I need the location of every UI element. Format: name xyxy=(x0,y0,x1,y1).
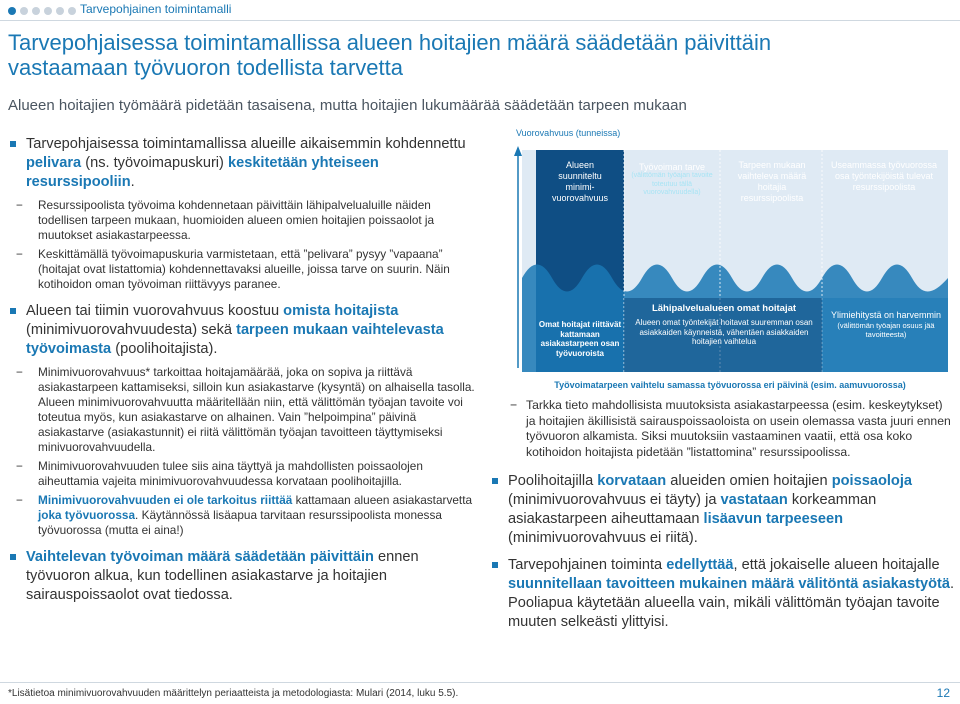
progress-dot[interactable] xyxy=(56,7,64,15)
section-label: Tarvepohjainen toimintamalli xyxy=(80,2,232,16)
progress-dot[interactable] xyxy=(20,7,28,15)
text: Tarkka tieto mahdollisista muutoksista asiakastarpeessa (esim. keskeytykset) ja hoitajien äkillisistä sairauspoissaoloista on usein olemassa vasta juuri ennen työvuoron alkamista. Siksi muutoksiin vastaaminen vaatii, että osa koko kotihoidon hoitajista pidetään ”listattomina” resurssipoolissa. xyxy=(526,398,951,459)
page-subtitle: Alueen hoitajien työmäärä pidetään tasaisena, mutta hoitajien lukumäärää säädetään tarpeen mukaan xyxy=(8,97,687,114)
text: Tarvepohjainen toiminta xyxy=(508,557,667,573)
label-overstaffing-sub: (välittömän työajan osuus jää tavoitteesta) xyxy=(837,321,935,339)
text: kattamaan alueen asiakastarvetta xyxy=(292,493,473,507)
progress-dot[interactable] xyxy=(68,7,76,15)
text-emphasis: tarpeen mukaan vaihtelevasta työvoimasta xyxy=(26,322,444,357)
sub-bullet-absences xyxy=(8,459,480,489)
text: alueiden omien hoitajien xyxy=(666,473,832,489)
box-pool-share: Useammassa työvuorossa osa työntekijöistä tulevat resurssipoolista xyxy=(830,160,938,192)
text: Minimivuorovahvuuden tulee siis aina täyttyä ja mahdollisten poissaolojen aiheuttamia vajeita minimivuorovahvuudessa korvataan poolihoitajilla. xyxy=(38,459,423,488)
text-emphasis: suunnitellaan tavoitteen mukainen määrä välitöntä asiakastyötä xyxy=(508,576,951,592)
title-line-1: Tarvepohjaisessa toimintamallissa alueen hoitajien määrä säädetään päivittäin xyxy=(8,30,772,55)
bullet-pool-staff xyxy=(490,472,955,548)
text-emphasis: lisäavun tarpeeseen xyxy=(703,511,844,527)
box-workforce-need-sub: (välittömän työajan tavoite toteutuu tällä vuorovahvuudella) xyxy=(631,172,713,196)
dash-marker: − xyxy=(510,398,518,412)
bullet-resource-pool xyxy=(8,135,480,192)
axis-title: Vuorovahvuus (tunneissa) xyxy=(516,128,621,138)
text-emphasis: edellyttää xyxy=(666,557,734,573)
text: . Käytännössä lisäapua tarvitaan resurssipoolista monessa työvuorossa (mutta ei aina!) xyxy=(38,508,442,537)
text: Resurssipoolista työvoima kohdennetaan päivittäin lähipalvelualuille näiden todellisen tarpeen mukaan, huomioiden alueen omien hoitajien poissaolot ja muutokset asiakastarpeessa. xyxy=(38,198,435,242)
bullet-daily-adjustment xyxy=(8,548,480,605)
bullet-shift-strength xyxy=(8,302,480,359)
text: (minimivuorovahvuus ei riitä). xyxy=(508,530,698,546)
text: korkeamman asiakastarpeen aiheuttamaan xyxy=(508,492,877,527)
right-column xyxy=(490,398,955,640)
text-emphasis: poissaoloja xyxy=(831,473,913,489)
text: Minimivuorovahvuus* tarkoittaa hoitajamäärää, joka on sopiva ja riittävä asiakastarpeen kattamiseksi, silloin kun asiakastarve (kysyntä) on alhaisella tasolla. Alueen minimivuorovahvuutta määritellään niin, että välittömän työajan tavoite voi toteutua myös, kun asiakastarve on alhainen. Vain ”helpoimpina” päivinä asiakastarve (asiakastunnit) ei riitä välittömän työajan tavoitteen täyttymiseksi minivuorovahvuudella. xyxy=(38,365,475,454)
box-minimum-staffing: Alueen suunniteltu minimi-vuorovahvuus xyxy=(551,160,609,203)
dash-marker: − xyxy=(16,247,23,261)
label-own-staff: Omat hoitajat riittävät kattamaan asiakastarpeen osan työvuoroista xyxy=(538,320,622,358)
progress-dot-active[interactable] xyxy=(8,7,16,15)
text: (minimivuorovahvuus ei täyty) ja xyxy=(508,492,721,508)
bullet-needs-based-requirement xyxy=(490,556,955,632)
text: (minimivuorovahvuudesta) sekä xyxy=(26,322,237,338)
dash-marker: − xyxy=(16,459,23,473)
sub-bullet-minimum-staffing xyxy=(8,365,480,455)
text: Tarvepohjaisessa toimintamallissa alueille aikaisemmin kohdennettu xyxy=(26,136,466,152)
box-workforce-need xyxy=(630,162,714,198)
staffing-diagram xyxy=(510,128,950,396)
box-workforce-need-title: Työvoiman tarve xyxy=(638,162,706,172)
label-local-staff-sub: Alueen omat työntekijät hoitavat suuremman osan asiakkaiden käynneistä, vähentäen asiakkaiden hoitajien vaihtelua xyxy=(635,318,813,346)
text: Alueen tai tiimin vuorovahvuus koostuu xyxy=(26,303,284,319)
text: Poolihoitajilla xyxy=(508,473,598,489)
diagram-caption: Työvoimatarpeen vaihtelu samassa työvuorossa eri päivinä (esim. aamuvuorossa) xyxy=(554,380,906,390)
y-axis-arrow-icon xyxy=(514,146,522,156)
title-line-2: vastaamaan työvuoron todellista tarvetta xyxy=(8,55,404,80)
text-emphasis: vastataan xyxy=(720,492,788,508)
sub-bullet-last-minute-info xyxy=(490,398,955,460)
text-emphasis: keskitetään yhteiseen resurssipooliin xyxy=(26,155,379,190)
text-emphasis: Vaihtelevan työvoiman määrä säädetään päivittäin xyxy=(26,549,374,565)
text: (poolihoitajista). xyxy=(111,341,218,357)
text: , että jokaiselle alueen hoitajalle xyxy=(733,557,940,573)
text: (ns. työvoimapuskuri) xyxy=(81,155,228,171)
progress-dot[interactable] xyxy=(44,7,52,15)
text-emphasis: Minimivuorovahvuuden ei ole tarkoitus riittää xyxy=(38,493,293,507)
dash-marker: − xyxy=(16,493,23,507)
top-divider xyxy=(0,20,960,21)
label-overstaffing xyxy=(830,310,942,339)
page-number: 12 xyxy=(936,686,950,700)
text: . xyxy=(130,174,135,190)
footnote: *Lisätietoa minimivuorovahvuuden määrittelyn periaatteista ja metodologiasta: Mulari (2014, luku 5.5). xyxy=(8,688,459,699)
text: . Pooliapua käytetään alueella vain, mikäli välittömän työajan tavoite muuten selkeästi ylittyisi. xyxy=(508,576,955,630)
label-overstaffing-title: Ylimiehitystä on harvemmin xyxy=(830,310,942,320)
box-pool-staff: Tarpeen mukaan vaihteleva määrä hoitajia resurssipoolista xyxy=(737,160,807,203)
label-local-staff xyxy=(634,304,814,347)
sub-bullet-allocation xyxy=(8,198,480,243)
dash-marker: − xyxy=(16,365,23,379)
progress-dot[interactable] xyxy=(32,7,40,15)
text: ennen työvuoron alkua, kun todellinen asiakastarve ja hoitajien sairauspoissaolot ovat tiedossa. xyxy=(26,549,419,603)
left-column xyxy=(8,135,480,611)
label-local-staff-title: Lähipalvelualueen omat hoitajat xyxy=(651,303,797,314)
text-emphasis: korvataan xyxy=(597,473,667,489)
text-emphasis: joka työvuorossa xyxy=(38,508,136,522)
dash-marker: − xyxy=(16,198,23,212)
text-emphasis: pelivara xyxy=(26,155,82,171)
slide-progress-dots xyxy=(8,4,76,18)
text-emphasis: omista hoitajista xyxy=(283,303,399,319)
sub-bullet-buffer xyxy=(8,247,480,292)
page-title xyxy=(8,30,948,80)
sub-bullet-not-sufficient xyxy=(8,493,480,538)
bottom-divider xyxy=(0,682,960,683)
text: Keskittämällä työvoimapuskuria varmistetaan, että ”pelivara” pysyy ”vapaana” (hoitajat ovat listattomia) kohdennettavaksi alueille, joissa tarve on suurin. Näin kotihoidon oman työvoiman riittävyys paranee. xyxy=(38,247,450,291)
